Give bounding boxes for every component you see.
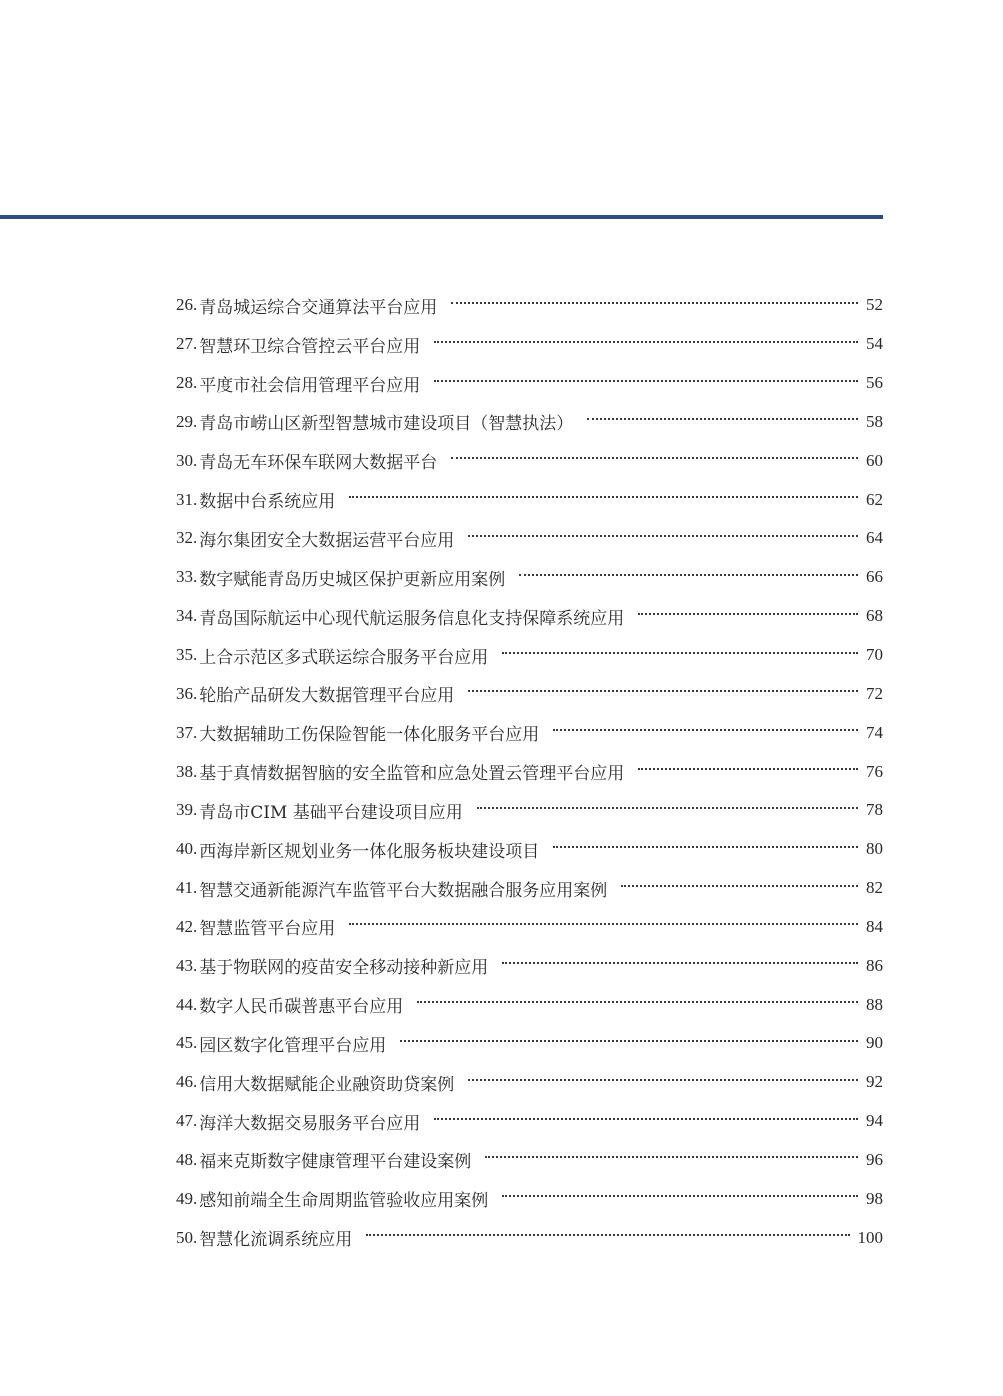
toc-entry-number: 38. bbox=[176, 761, 198, 781]
toc-entry-title: 数字人民币碳普惠平台应用 bbox=[199, 997, 404, 1018]
toc-entry-page: 88 bbox=[866, 994, 883, 1014]
toc-entry[interactable] bbox=[176, 1218, 883, 1257]
dot-leader bbox=[553, 845, 858, 848]
toc-entry-page: 84 bbox=[866, 916, 883, 936]
toc-entry-title: 青岛无车环保车联网大数据平台 bbox=[199, 453, 438, 474]
toc-entry-page: 94 bbox=[866, 1111, 883, 1131]
toc-entry[interactable] bbox=[176, 558, 883, 597]
toc-entry-number: 44. bbox=[176, 994, 198, 1014]
toc-entry-number: 31. bbox=[176, 489, 198, 509]
toc-entry-title: 基于真情数据智脑的安全监管和应急处置云管理平台应用 bbox=[199, 764, 625, 785]
dot-leader bbox=[502, 1194, 858, 1197]
toc-entry-page: 100 bbox=[857, 1227, 883, 1247]
toc-entry[interactable] bbox=[176, 636, 883, 675]
toc-entry-number: 36. bbox=[176, 683, 198, 703]
toc-entry[interactable] bbox=[176, 519, 883, 558]
toc-entry-page: 74 bbox=[866, 722, 883, 742]
toc-entry-page: 96 bbox=[866, 1149, 883, 1169]
toc-entry-number: 32. bbox=[176, 528, 198, 548]
toc-entry-number: 27. bbox=[176, 334, 198, 354]
toc-entry-number: 49. bbox=[176, 1188, 198, 1208]
toc-entry-number: 40. bbox=[176, 839, 198, 859]
toc-entry-page: 70 bbox=[866, 645, 883, 665]
toc-entry[interactable] bbox=[176, 480, 883, 519]
toc-entry-title: 智慧环卫综合管控云平台应用 bbox=[199, 336, 421, 357]
toc-entry[interactable] bbox=[176, 325, 883, 364]
dot-leader bbox=[587, 417, 858, 420]
toc-entry-number: 26. bbox=[176, 295, 198, 315]
toc-entry-title: 数字赋能青岛历史城区保护更新应用案例 bbox=[199, 569, 506, 590]
toc-entry-title: 智慧监管平台应用 bbox=[199, 919, 336, 940]
toc-entry-number: 48. bbox=[176, 1149, 198, 1169]
toc-entry[interactable] bbox=[176, 752, 883, 791]
toc-entry-number: 28. bbox=[176, 373, 198, 393]
toc-entry-page: 90 bbox=[866, 1033, 883, 1053]
dot-leader bbox=[638, 612, 858, 615]
toc-entry-title: 青岛市崂山区新型智慧城市建设项目（智慧执法） bbox=[199, 414, 574, 435]
toc-entry-page: 62 bbox=[866, 489, 883, 509]
dot-leader bbox=[400, 1039, 858, 1042]
toc-entry-number: 42. bbox=[176, 916, 198, 936]
toc-entry-title: 上合示范区多式联运综合服务平台应用 bbox=[199, 647, 489, 668]
toc-entry-title: 福来克斯数字健康管理平台建设案例 bbox=[199, 1152, 472, 1173]
toc-entry[interactable] bbox=[176, 869, 883, 908]
toc-entry-page: 56 bbox=[866, 373, 883, 393]
dot-leader bbox=[434, 340, 858, 343]
dot-leader bbox=[468, 1078, 858, 1081]
dot-leader bbox=[451, 456, 858, 459]
toc-entry-title: 智慧化流调系统应用 bbox=[199, 1230, 353, 1251]
toc-entry-number: 43. bbox=[176, 955, 198, 975]
toc-entry[interactable] bbox=[176, 830, 883, 869]
toc-entry-number: 39. bbox=[176, 800, 198, 820]
toc-entry-page: 82 bbox=[866, 878, 883, 898]
toc-entry-title: 基于物联网的疫苗安全移动接种新应用 bbox=[199, 958, 489, 979]
toc-entry-page: 52 bbox=[866, 295, 883, 315]
toc-entry-title: 海尔集团安全大数据运营平台应用 bbox=[199, 530, 455, 551]
toc-entry-page: 72 bbox=[866, 683, 883, 703]
toc-entry[interactable] bbox=[176, 286, 883, 325]
dot-leader bbox=[417, 1000, 858, 1003]
toc-entry-page: 66 bbox=[866, 567, 883, 587]
dot-leader bbox=[477, 806, 858, 809]
toc-entry-page: 80 bbox=[866, 839, 883, 859]
dot-leader bbox=[485, 1155, 858, 1158]
toc-entry-title: 青岛市CIM 基础平台建设项目应用 bbox=[199, 802, 463, 823]
dot-leader bbox=[366, 1233, 849, 1236]
dot-leader bbox=[553, 728, 858, 731]
dot-leader bbox=[468, 534, 858, 537]
toc-entry-number: 34. bbox=[176, 606, 198, 626]
toc-entry[interactable] bbox=[176, 946, 883, 985]
toc-entry[interactable] bbox=[176, 1102, 883, 1141]
toc-entry[interactable] bbox=[176, 403, 883, 442]
dot-leader bbox=[621, 884, 858, 887]
toc-entry-title: 信用大数据赋能企业融资助贷案例 bbox=[199, 1074, 455, 1095]
toc-entry[interactable] bbox=[176, 1063, 883, 1102]
toc-entry-number: 30. bbox=[176, 450, 198, 470]
toc-entry[interactable] bbox=[176, 985, 883, 1024]
toc-entry-page: 68 bbox=[866, 606, 883, 626]
dot-leader bbox=[502, 651, 858, 654]
toc-entry-page: 86 bbox=[866, 955, 883, 975]
toc-entry[interactable] bbox=[176, 441, 883, 480]
toc-entry-title: 平度市社会信用管理平台应用 bbox=[199, 375, 421, 396]
toc-entry[interactable] bbox=[176, 597, 883, 636]
toc-entry-number: 29. bbox=[176, 411, 198, 431]
toc-entry-number: 47. bbox=[176, 1111, 198, 1131]
dot-leader bbox=[451, 301, 858, 304]
dot-leader bbox=[502, 961, 858, 964]
toc-entry-title: 轮胎产品研发大数据管理平台应用 bbox=[199, 686, 455, 707]
toc-entry-title: 智慧交通新能源汽车监管平台大数据融合服务应用案例 bbox=[199, 880, 608, 901]
toc-entry[interactable] bbox=[176, 1024, 883, 1063]
toc-entry-page: 60 bbox=[866, 450, 883, 470]
toc-entry-title: 青岛国际航运中心现代航运服务信息化支持保障系统应用 bbox=[199, 608, 625, 629]
dot-leader bbox=[638, 767, 858, 770]
toc-entry-number: 50. bbox=[176, 1227, 198, 1247]
toc-entry[interactable] bbox=[176, 364, 883, 403]
toc-entry-title: 大数据辅助工伤保险智能一体化服务平台应用 bbox=[199, 725, 540, 746]
toc-entry-number: 33. bbox=[176, 567, 198, 587]
header-rule bbox=[0, 215, 883, 219]
toc-entry[interactable] bbox=[176, 791, 883, 830]
toc-entry-page: 76 bbox=[866, 761, 883, 781]
toc-entry-page: 54 bbox=[866, 334, 883, 354]
toc-entry-title: 园区数字化管理平台应用 bbox=[199, 1035, 387, 1056]
toc-entry-page: 98 bbox=[866, 1188, 883, 1208]
toc-entry[interactable] bbox=[176, 1141, 883, 1180]
dot-leader bbox=[434, 379, 858, 382]
toc-entry-title: 西海岸新区规划业务一体化服务板块建设项目 bbox=[199, 841, 540, 862]
toc-entry-title: 数据中台系统应用 bbox=[199, 492, 336, 513]
toc-entry-number: 35. bbox=[176, 645, 198, 665]
toc-entry[interactable] bbox=[176, 908, 883, 947]
toc-entry-number: 37. bbox=[176, 722, 198, 742]
dot-leader bbox=[519, 573, 858, 576]
toc-entry-page: 58 bbox=[866, 411, 883, 431]
dot-leader bbox=[468, 689, 858, 692]
toc-entry-title: 青岛城运综合交通算法平台应用 bbox=[199, 297, 438, 318]
toc-entry[interactable] bbox=[176, 713, 883, 752]
dot-leader bbox=[349, 922, 858, 925]
dot-leader bbox=[349, 495, 858, 498]
toc-entry-title: 感知前端全生命周期监管验收应用案例 bbox=[199, 1191, 489, 1212]
toc-entry-page: 92 bbox=[866, 1072, 883, 1092]
toc-entry-number: 45. bbox=[176, 1033, 198, 1053]
toc-entry[interactable] bbox=[176, 674, 883, 713]
toc-entry-page: 78 bbox=[866, 800, 883, 820]
toc-entry-page: 64 bbox=[866, 528, 883, 548]
toc-entry[interactable] bbox=[176, 1179, 883, 1218]
toc-entry-number: 46. bbox=[176, 1072, 198, 1092]
table-of-contents bbox=[176, 286, 883, 1257]
dot-leader bbox=[434, 1117, 858, 1120]
toc-entry-title: 海洋大数据交易服务平台应用 bbox=[199, 1113, 421, 1134]
toc-entry-number: 41. bbox=[176, 878, 198, 898]
